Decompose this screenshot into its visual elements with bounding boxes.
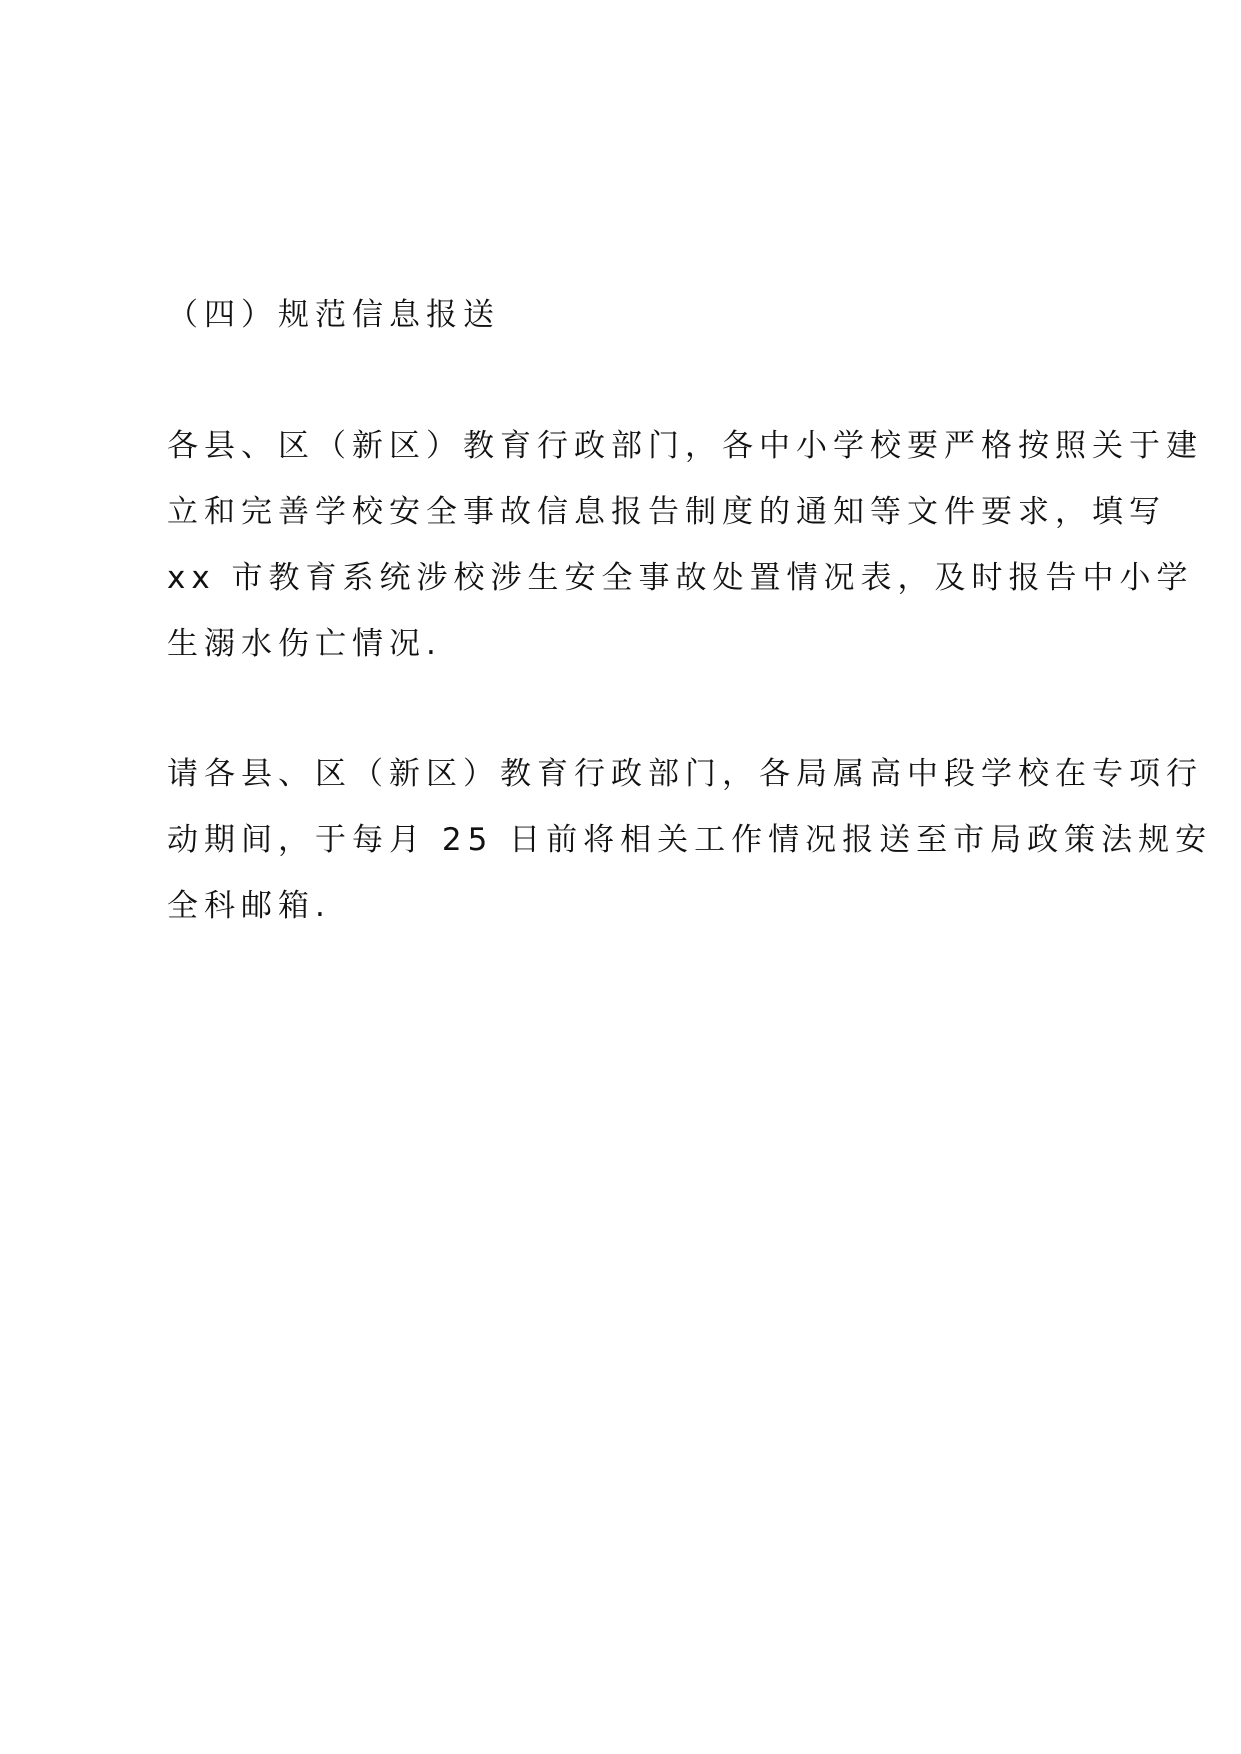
paragraph-line: 请各县、区（新区）教育行政部门，各局属高中段学校在专项行	[167, 756, 1203, 792]
section-heading: （四）规范信息报送	[167, 297, 500, 333]
paragraph-line: 生溺水伤亡情况.	[167, 626, 442, 662]
paragraph-line: 全科邮箱.	[167, 888, 331, 924]
paragraph-line: 动期间，于每月 25 日前将相关工作情况报送至市局政策法规安	[167, 822, 1213, 858]
paragraph-line: xx 市教育系统涉校涉生安全事故处置情况表，及时报告中小学	[167, 560, 1194, 596]
paragraph-line: 立和完善学校安全事故信息报告制度的通知等文件要求，填写	[167, 494, 1166, 530]
paragraph-line: 各县、区（新区）教育行政部门，各中小学校要严格按照关于建	[167, 428, 1203, 464]
